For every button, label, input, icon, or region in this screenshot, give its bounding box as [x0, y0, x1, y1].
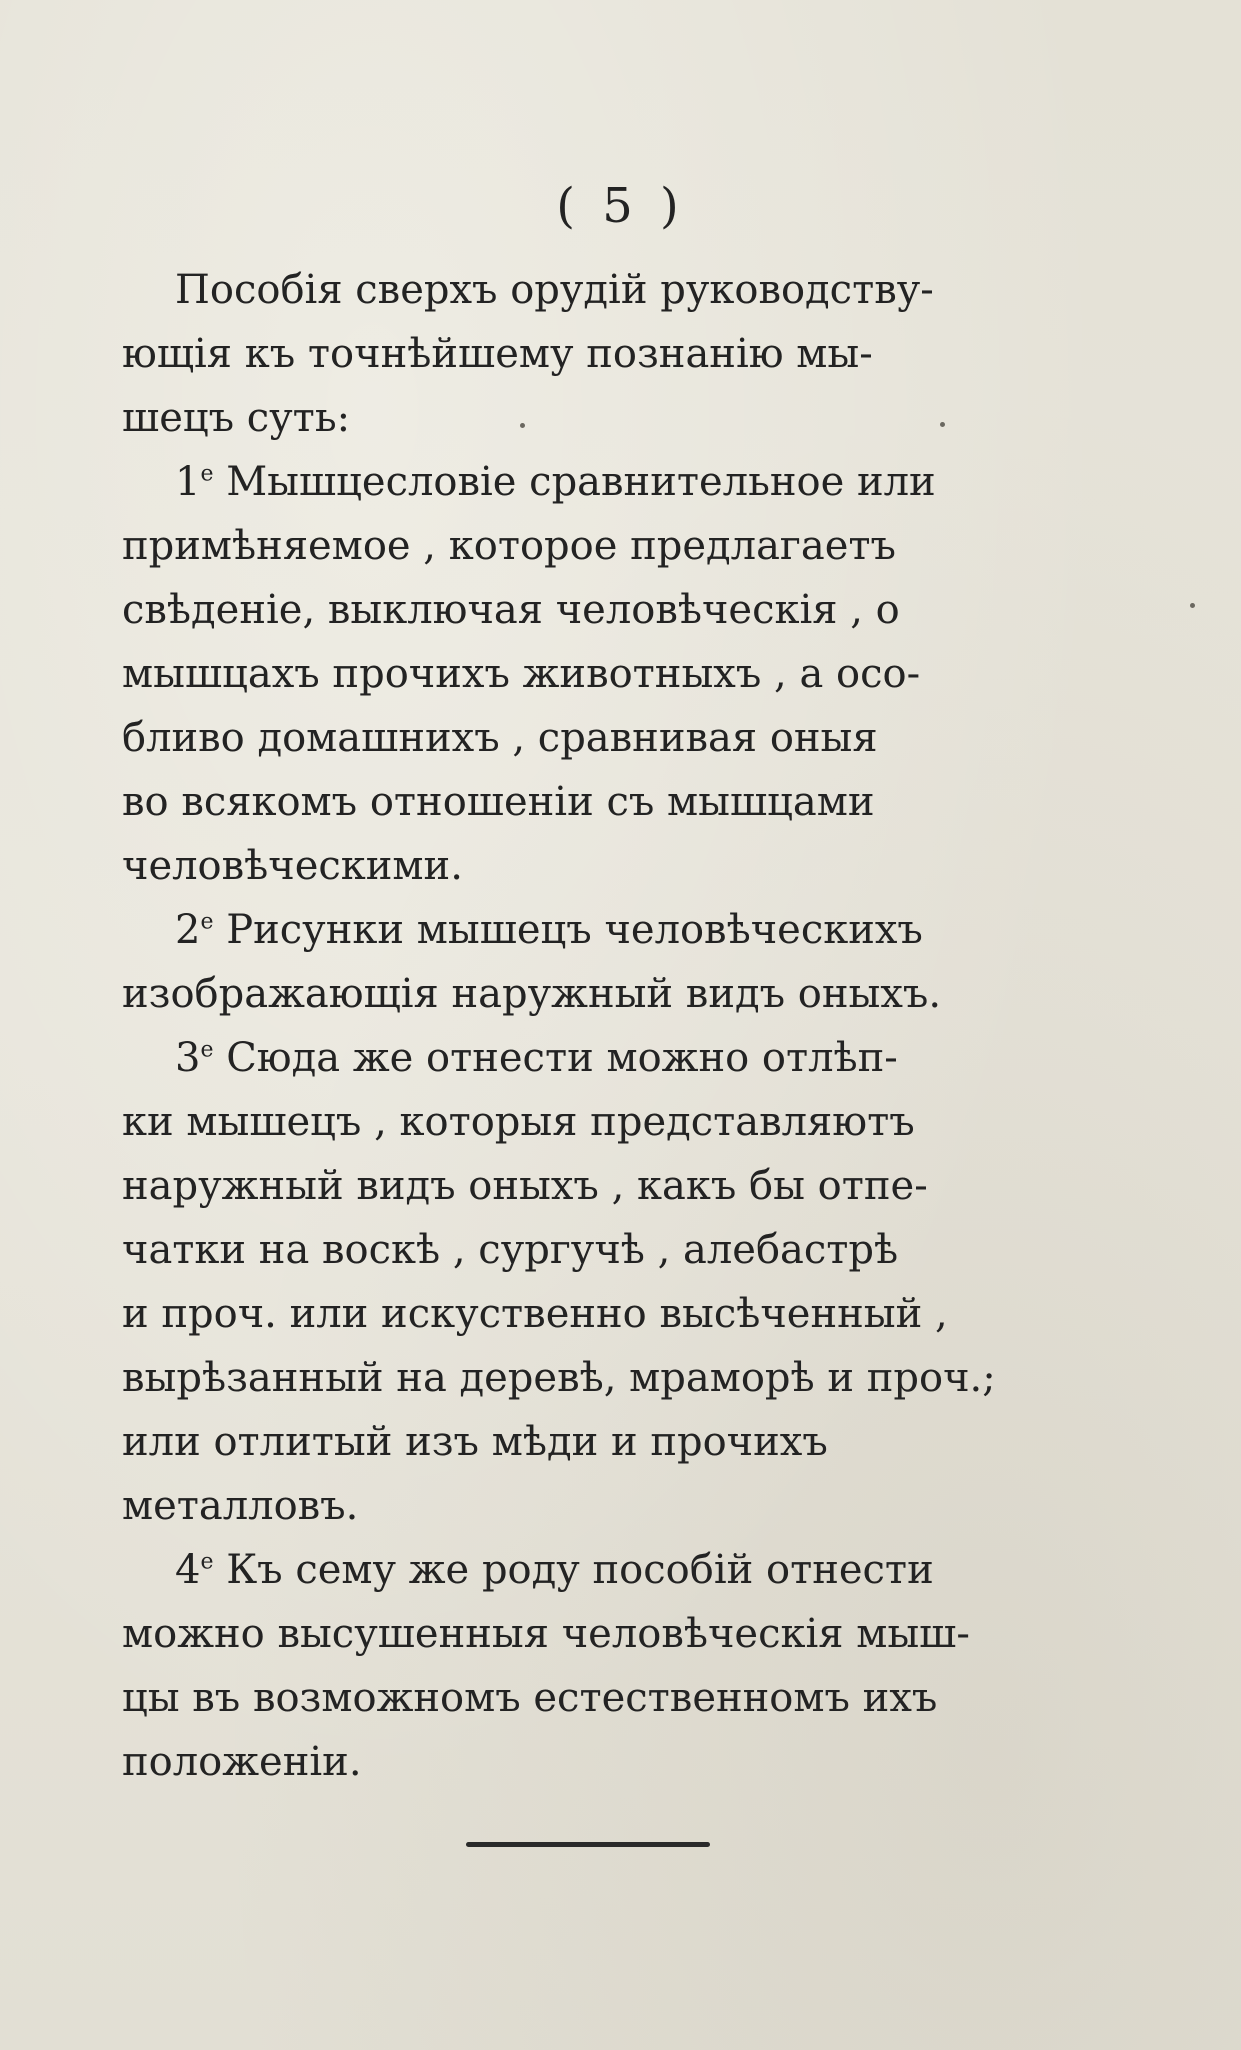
line-text: примѣняемое , которое предлагаетъ — [122, 523, 896, 569]
line-text: изображающія наружный видъ оныхъ. — [122, 971, 942, 1017]
line-text: ки мышецъ , которыя представляютъ — [122, 1099, 915, 1145]
text-line — [122, 1666, 1057, 1730]
line-text: шецъ суть: — [122, 395, 351, 441]
page-number: ( 5 ) — [556, 178, 685, 234]
line-text: мышцахъ прочихъ животныхъ , а осо- — [122, 651, 921, 697]
list-marker: $1^е$ Мышцесловіе сравнительное или — [175, 459, 936, 505]
text-line — [122, 1154, 1057, 1218]
line-text: наружный видъ оныхъ , какъ бы отпе- — [122, 1163, 928, 1209]
text-line — [122, 1410, 1057, 1474]
text-line — [122, 1346, 1057, 1410]
text-line — [122, 386, 1057, 450]
ink-speck — [1190, 603, 1195, 608]
text-line — [175, 1026, 1055, 1090]
text-line — [122, 834, 1057, 898]
text-line — [175, 1538, 1055, 1602]
line-text: бливо домашнихъ , сравнивая оныя — [122, 715, 878, 761]
section-divider — [466, 1842, 710, 1847]
text-line — [122, 1474, 1057, 1538]
text-line — [122, 1218, 1057, 1282]
line-text: положеніи. — [122, 1739, 362, 1785]
text-line — [122, 962, 1057, 1026]
line-text: можно высушенныя человѣческія мыш- — [122, 1611, 970, 1657]
ink-speck — [520, 423, 525, 428]
line-text: Рисунки мышецъ человѣческихъ — [226, 907, 923, 953]
text-line — [122, 514, 1057, 578]
line-text: вырѣзанный на деревѣ, мраморѣ и проч.; — [122, 1355, 996, 1401]
text-line — [122, 322, 1057, 386]
text-line — [175, 450, 1055, 514]
line-text: Къ сему же роду пособій отнести — [226, 1547, 934, 1593]
text-line — [122, 1602, 1057, 1666]
text-line — [122, 770, 1057, 834]
line-text: металловъ. — [122, 1483, 359, 1529]
line-text: во всякомъ отношеніи съ мышцами — [122, 779, 875, 825]
ink-speck — [940, 422, 945, 427]
line-text: человѣческими. — [122, 843, 463, 889]
line-text: Сюда же отнести можно отлѣп- — [226, 1035, 898, 1081]
list-marker: $2^е$ Рисунки мышецъ человѣческихъ — [175, 907, 923, 953]
line-text: чатки на воскѣ , сургучѣ , алебастрѣ — [122, 1227, 899, 1273]
text-line — [175, 258, 1055, 322]
text-line — [122, 578, 1057, 642]
line-text: ющія къ точнѣйшему познанію мы- — [122, 331, 873, 377]
text-line — [122, 1730, 1057, 1794]
line-text: или отлитый изъ мѣди и прочихъ — [122, 1419, 828, 1465]
text-line — [122, 1090, 1057, 1154]
text-line — [175, 898, 1055, 962]
text-line — [122, 706, 1057, 770]
line-text: Пособія сверхъ орудій руководству- — [175, 267, 934, 313]
text-line — [122, 642, 1057, 706]
line-text: Мышцесловіе сравнительное или — [226, 459, 936, 505]
line-text: цы въ возможномъ естественномъ ихъ — [122, 1675, 938, 1721]
list-marker: $4^е$ Къ сему же роду пособій отнести — [175, 1547, 934, 1593]
text-line — [122, 1282, 1057, 1346]
line-text: и проч. или искуственно высѣченный , — [122, 1291, 948, 1337]
line-text: свѣденіе, выключая человѣческія , о — [122, 587, 900, 633]
list-marker: $3^е$ Сюда же отнести можно отлѣп- — [175, 1035, 898, 1081]
